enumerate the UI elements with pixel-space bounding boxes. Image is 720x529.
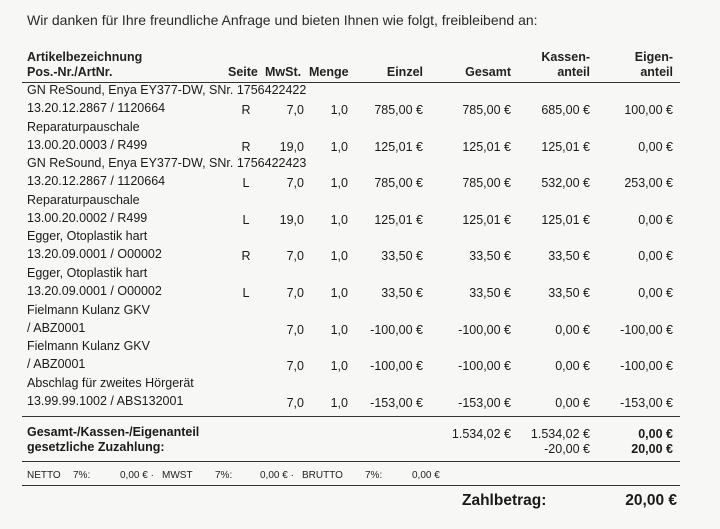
cell-seite: L [242, 176, 250, 191]
cell-gesamt: 33,50 € [469, 286, 511, 300]
cell-menge: 1,0 [330, 212, 348, 227]
cell-kassenanteil: 125,01 € [541, 139, 590, 154]
cell-einzel: 125,01 € [374, 139, 423, 154]
cell-menge: 1,0 [330, 176, 348, 191]
cell-seite: R [241, 139, 251, 154]
netto-divider [22, 461, 680, 462]
item-name: GN ReSound, Enya EY377-DW, SNr. 1756422422 [27, 83, 307, 97]
cell-menge: 1,0 [330, 395, 348, 410]
brutto-value: 0,00 € [412, 470, 440, 481]
header-gesamt: Gesamt [465, 65, 511, 79]
cell-eigenanteil: 0,00 € [638, 286, 673, 300]
header-eigen1: Eigen- [634, 50, 673, 64]
cell-eigenanteil: 0,00 € [638, 249, 673, 264]
cell-einzel: -100,00 € [370, 359, 423, 374]
cell-menge: 1,0 [330, 139, 348, 154]
cell-eigenanteil: 0,00 € [638, 212, 673, 227]
cell-eigenanteil: -100,00 € [620, 322, 673, 337]
cell-eigenanteil: -153,00 € [620, 395, 673, 410]
item-posnr: 13.20.09.0001 / O00002 [27, 284, 162, 298]
summary-gesamt: 1.534,02 € [451, 427, 511, 441]
item-name: Egger, Otoplastik hart [27, 266, 148, 280]
cell-gesamt: -153,00 € [458, 395, 511, 410]
summary-eigen-total: 0,00 € [638, 427, 673, 441]
zahlbetrag-divider [22, 485, 680, 486]
summary-kasse-zuzahlung: -20,00 € [544, 442, 590, 456]
cell-mwst: 7,0 [286, 103, 304, 117]
item-name: Fielmann Kulanz GKV [27, 302, 150, 317]
cell-mwst: 19,0 [279, 212, 304, 227]
cell-menge: 1,0 [330, 249, 348, 264]
zahlbetrag-label: Zahlbetrag: [462, 492, 547, 509]
cell-eigenanteil: 100,00 € [624, 103, 673, 117]
header-mwst: MwSt. [265, 65, 302, 79]
item-name: GN ReSound, Enya EY377-DW, SNr. 1756422423 [27, 156, 307, 171]
cell-menge: 1,0 [330, 322, 348, 337]
item-name: Egger, Otoplastik hart [27, 229, 148, 244]
cell-menge: 1,0 [330, 103, 348, 117]
cell-einzel: 33,50 € [381, 249, 423, 264]
cell-seite: L [242, 286, 250, 300]
mwst-value: 0,00 € · [260, 470, 294, 481]
cell-einzel: 125,01 € [374, 212, 423, 227]
item-posnr: 13.20.12.2867 / 1120664 [27, 174, 166, 189]
cell-mwst: 7,0 [286, 286, 304, 300]
cell-einzel: 785,00 € [374, 103, 423, 117]
summary-kasse-total: 1.534,02 € [530, 427, 590, 441]
cell-einzel: 33,50 € [381, 286, 423, 300]
mwst-label: MWST [162, 470, 193, 481]
cell-mwst: 7,0 [286, 322, 304, 337]
cell-kassenanteil: 33,50 € [548, 286, 590, 300]
header-posnr: Pos.-Nr./ArtNr. [27, 65, 113, 79]
cell-mwst: 7,0 [286, 359, 304, 374]
item-posnr: 13.20.12.2867 / 1120664 [27, 101, 166, 115]
cell-einzel: -100,00 € [370, 322, 423, 337]
header-artikel: Artikelbezeichnung [27, 50, 143, 64]
cell-einzel: -153,00 € [370, 395, 423, 410]
cell-eigenanteil: -100,00 € [620, 359, 673, 374]
cell-kassenanteil: 33,50 € [548, 249, 590, 264]
mwst-pct: 7%: [215, 470, 233, 481]
summary-label-total: Gesamt-/Kassen-/Eigenanteil [27, 425, 200, 439]
cell-mwst: 7,0 [286, 395, 304, 410]
brutto-label: BRUTTO [302, 470, 343, 481]
zahlbetrag-value: 20,00 € [625, 492, 677, 509]
cell-gesamt: -100,00 € [458, 359, 511, 374]
brutto-pct: 7%: [365, 470, 383, 481]
header-menge: Menge [309, 65, 349, 79]
cell-kassenanteil: 125,01 € [541, 212, 590, 227]
cell-gesamt: 125,01 € [462, 139, 511, 154]
cell-gesamt: 33,50 € [469, 249, 511, 264]
header-eigen2: anteil [640, 65, 673, 79]
item-posnr: / ABZ0001 [27, 357, 86, 372]
cell-kassenanteil: 0,00 € [555, 359, 590, 374]
summary-divider [22, 416, 680, 417]
cell-kassenanteil: 532,00 € [541, 176, 590, 191]
header-seite: Seite [228, 65, 258, 79]
cell-gesamt: 785,00 € [462, 176, 511, 191]
item-posnr: 13.99.99.1002 / ABS132001 [27, 393, 184, 408]
header-kassen1: Kassen- [541, 50, 590, 64]
item-name: Fielmann Kulanz GKV [27, 339, 150, 354]
header-einzel: Einzel [386, 65, 423, 79]
cell-seite: L [242, 212, 250, 227]
cell-mwst: 19,0 [279, 139, 304, 154]
item-posnr: 13.00.20.0002 / R499 [27, 210, 148, 225]
cell-gesamt: -100,00 € [458, 322, 511, 337]
item-posnr: 13.00.20.0003 / R499 [27, 137, 148, 152]
item-name: Abschlag für zweites Hörgerät [27, 375, 194, 390]
cell-eigenanteil: 0,00 € [638, 139, 673, 154]
summary-label-zuzahlung: gesetzliche Zuzahlung: [27, 440, 165, 454]
netto-label: NETTO [27, 470, 61, 481]
cell-einzel: 785,00 € [374, 176, 423, 191]
cell-kassenanteil: 0,00 € [555, 322, 590, 337]
cell-mwst: 7,0 [286, 249, 304, 264]
item-name: Reparaturpauschale [27, 119, 140, 134]
cell-menge: 1,0 [330, 286, 348, 300]
netto-value: 0,00 € · [120, 470, 154, 481]
summary-eigen-zuzahlung: 20,00 € [631, 442, 673, 456]
header-kassen2: anteil [557, 65, 590, 79]
cell-menge: 1,0 [330, 359, 348, 374]
item-posnr: 13.20.09.0001 / O00002 [27, 247, 162, 262]
cell-gesamt: 785,00 € [462, 103, 511, 117]
cell-mwst: 7,0 [286, 176, 304, 191]
cell-seite: R [241, 249, 251, 264]
item-name: Reparaturpauschale [27, 192, 140, 207]
intro-text: Wir danken für Ihre freundliche Anfrage und bieten Ihnen wie folgt, freibleibend an: [27, 12, 538, 28]
netto-pct: 7%: [73, 470, 91, 481]
cell-eigenanteil: 253,00 € [624, 176, 673, 191]
cell-seite: R [241, 103, 251, 117]
cell-gesamt: 125,01 € [462, 212, 511, 227]
cell-kassenanteil: 685,00 € [541, 103, 590, 117]
cell-kassenanteil: 0,00 € [555, 395, 590, 410]
item-posnr: / ABZ0001 [27, 320, 86, 335]
